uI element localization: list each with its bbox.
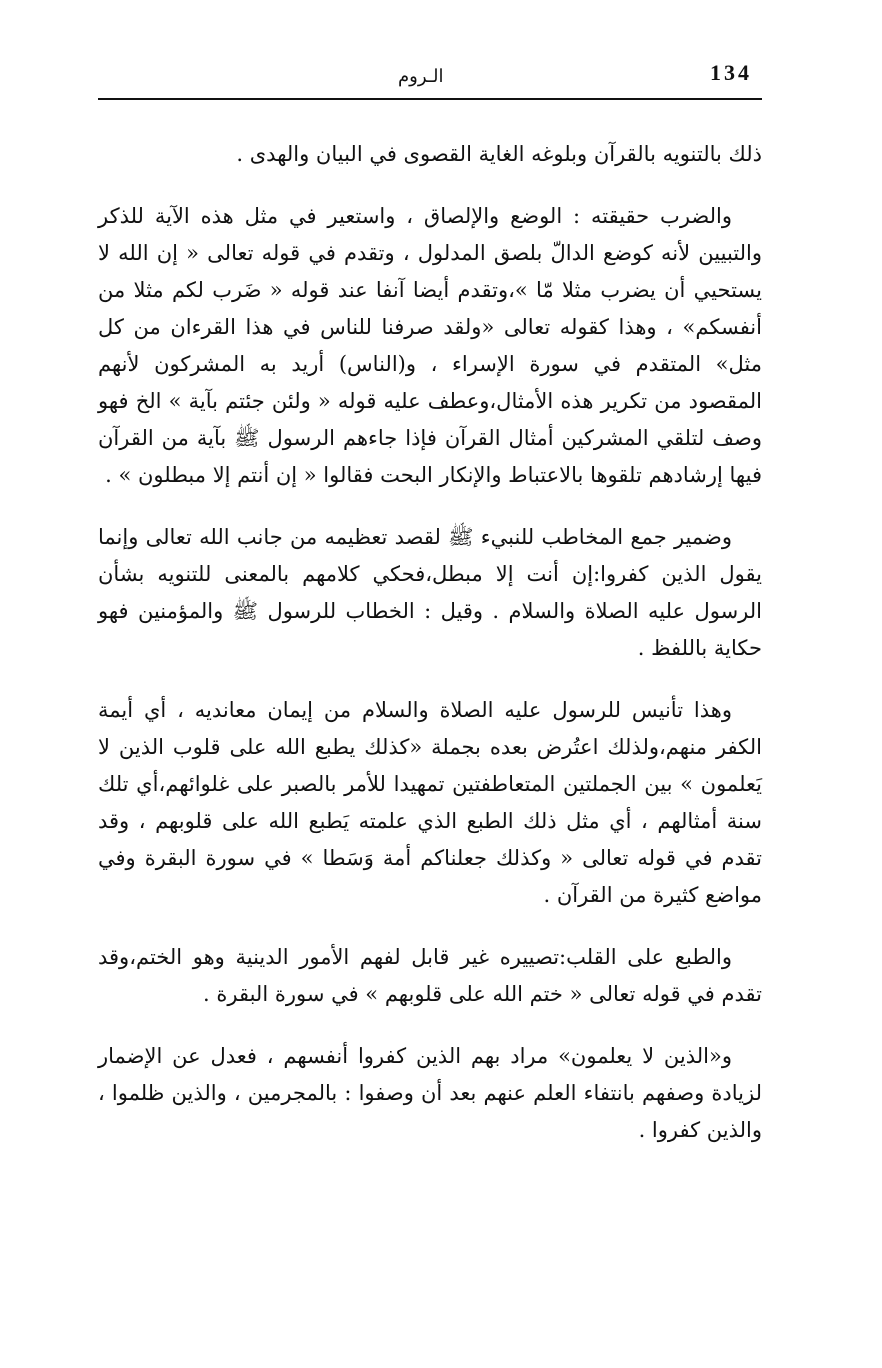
paragraph: والضرب حقيقته : الوضع والإلصاق ، واستعير في مثل هذه الآية للذكر والتبيين لأنه كوضع الدالّ بلصق المدلول ، وتقدم في قوله تعالى « إن الله لا يستحيي أن يضرب مثلا مّا »،وتقدم أيضا آنفا عند قوله « ضَرب لكم مثلا من أنفسكم» ، وهذا كقوله تعالى «ولقد صرفنا للناس في هذا القرءان من كل مثل» المتقدم في سورة الإسراء ، و(الناس) أريد به المشركون لأنهم المقصود من تكرير هذه الأمثال،وعطف عليه قوله « ولئن جئتم بآية » الخ فهو وصف لتلقي المشركين أمثال القرآن فإذا جاءهم الرسول ﷺ بآية من القرآن فيها إرشادهم تلقوها بالاعتباط والإنكار البحت فقالوا « إن أنتم إلا مبطلون » . — [98, 204, 762, 487]
paragraph: وضمير جمع المخاطب للنبيء ﷺ لقصد تعظيمه من جانب الله تعالى وإنما يقول الذين كفروا:إن أنت إلا مبطل،فحكي كلامهم بالمعنى للتنويه بشأن الرسول عليه الصلاة والسلام . وقيل : الخطاب للرسول ﷺ والمؤمنين فهو حكاية باللفظ . — [98, 525, 762, 660]
paragraph: والطبع على القلب:تصييره غير قابل لفهم الأمور الدينية وهو الختم،وقد تقدم في قوله تعالى « ختم الله على قلوبهم » في سورة البقرة . — [98, 945, 762, 1006]
paragraph: وهذا تأنيس للرسول عليه الصلاة والسلام من إيمان معانديه ، أي أيمة الكفر منهم،ولذلك اعتُرض بعده بجملة «كذلك يطبع الله على قلوب الذين لا يَعلمون » بين الجملتين المتعاطفتين تمهيدا للأمر بالصبر على غلوائهم،أي تلك سنة أمثالهم ، أي مثل ذلك الطبع الذي علمته يَطبع الله على قلوبهم ، وقد تقدم في قوله تعالى « وكذلك جعلناكم أمة وَسَطا » في سورة البقرة وفي مواضع كثيرة من القرآن . — [98, 698, 762, 907]
paragraph: و«الذين لا يعلمون» مراد بهم الذين كفروا أنفسهم ، فعدل عن الإضمار لزيادة وصفهم بانتفاء العلم عنهم بعد أن وصفوا : بالمجرمين ، والذين ظلموا ، والذين كفروا . — [98, 1044, 762, 1142]
page-body — [98, 136, 762, 1174]
running-title: الـروم — [398, 66, 444, 87]
page-number: 134 — [710, 60, 752, 85]
paragraph: ذلك بالتنويه بالقرآن وبلوغه الغاية القصوى في البيان والهدى . — [236, 142, 762, 166]
page-header — [98, 56, 762, 96]
header-rule — [98, 98, 762, 100]
